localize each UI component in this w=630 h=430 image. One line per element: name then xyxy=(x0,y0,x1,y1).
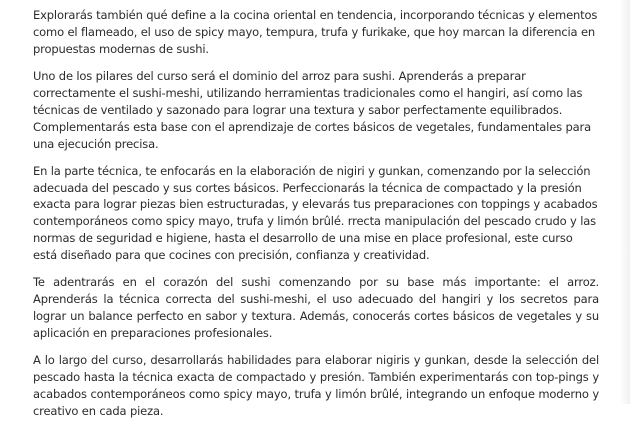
paragraph-trends: Explorarás también qué define a la cocina oriental en tendencia, incorporando técnicas y elementos como el flameado, el uso de spicy mayo, tempura, trufa y furikake, que hoy marcan la diferencia en propuestas modernas de sushi. xyxy=(33,8,598,56)
body-text xyxy=(33,7,599,430)
paragraph-course-skills: A lo largo del curso, desarrollarás habilidades para elaborar nigiris y gunkan, desde la selección del pescado hasta la técnica exacta de compactado y presión. También experimentarás con top-pings y acabados contemporáneos como spicy mayo, trufa y limón brûlé, integrando un enfoque moderno y creativo en cada pieza. xyxy=(33,353,599,418)
paragraph-technique: En la parte técnica, te enfocarás en la elaboración de nigiri y gunkan, comenzando por la selección adecuada del pescado y sus cortes básicos. Perfeccionarás la técnica de compactado y la presión exacta para lograr piezas bien estructuradas, y elevarás tus preparaciones con toppings y acabados contemporáneos como spicy mayo, trufa y limón brûlé. rrecta manipulación del pescado crudo y las normas de seguridad e higiene, hasta el desarrollo de una mise en place profesional, este curso está diseñado para que cocines con precisión, confianza y creatividad. xyxy=(33,163,598,263)
paragraph-sushi-heart: Te adentrarás en el corazón del sushi comenzando por su base más importante: el arroz. Aprenderás la técnica correcta del sushi-meshi, el uso adecuado del hangiri y los secretos para lograr un balance perfecto en sabor y textura. Además, conocerás cortes básicos de vegetales y su aplicación en preparaciones profesionales. xyxy=(33,275,599,340)
paragraph-rice: Uno de los pilares del curso será el dominio del arroz para sushi. Aprenderás a preparar correctamente el sushi-meshi, utilizando herramientas tradicionales como el hangiri, así como las técnicas de ventilado y sazonado para lograr una textura y sabor perfectamente equilibrados. Complementarás esta base con el aprendizaje de cortes básicos de vegetales, fundamentales para una ejecución precisa. xyxy=(33,68,591,151)
page-edge-shadow xyxy=(620,0,630,404)
